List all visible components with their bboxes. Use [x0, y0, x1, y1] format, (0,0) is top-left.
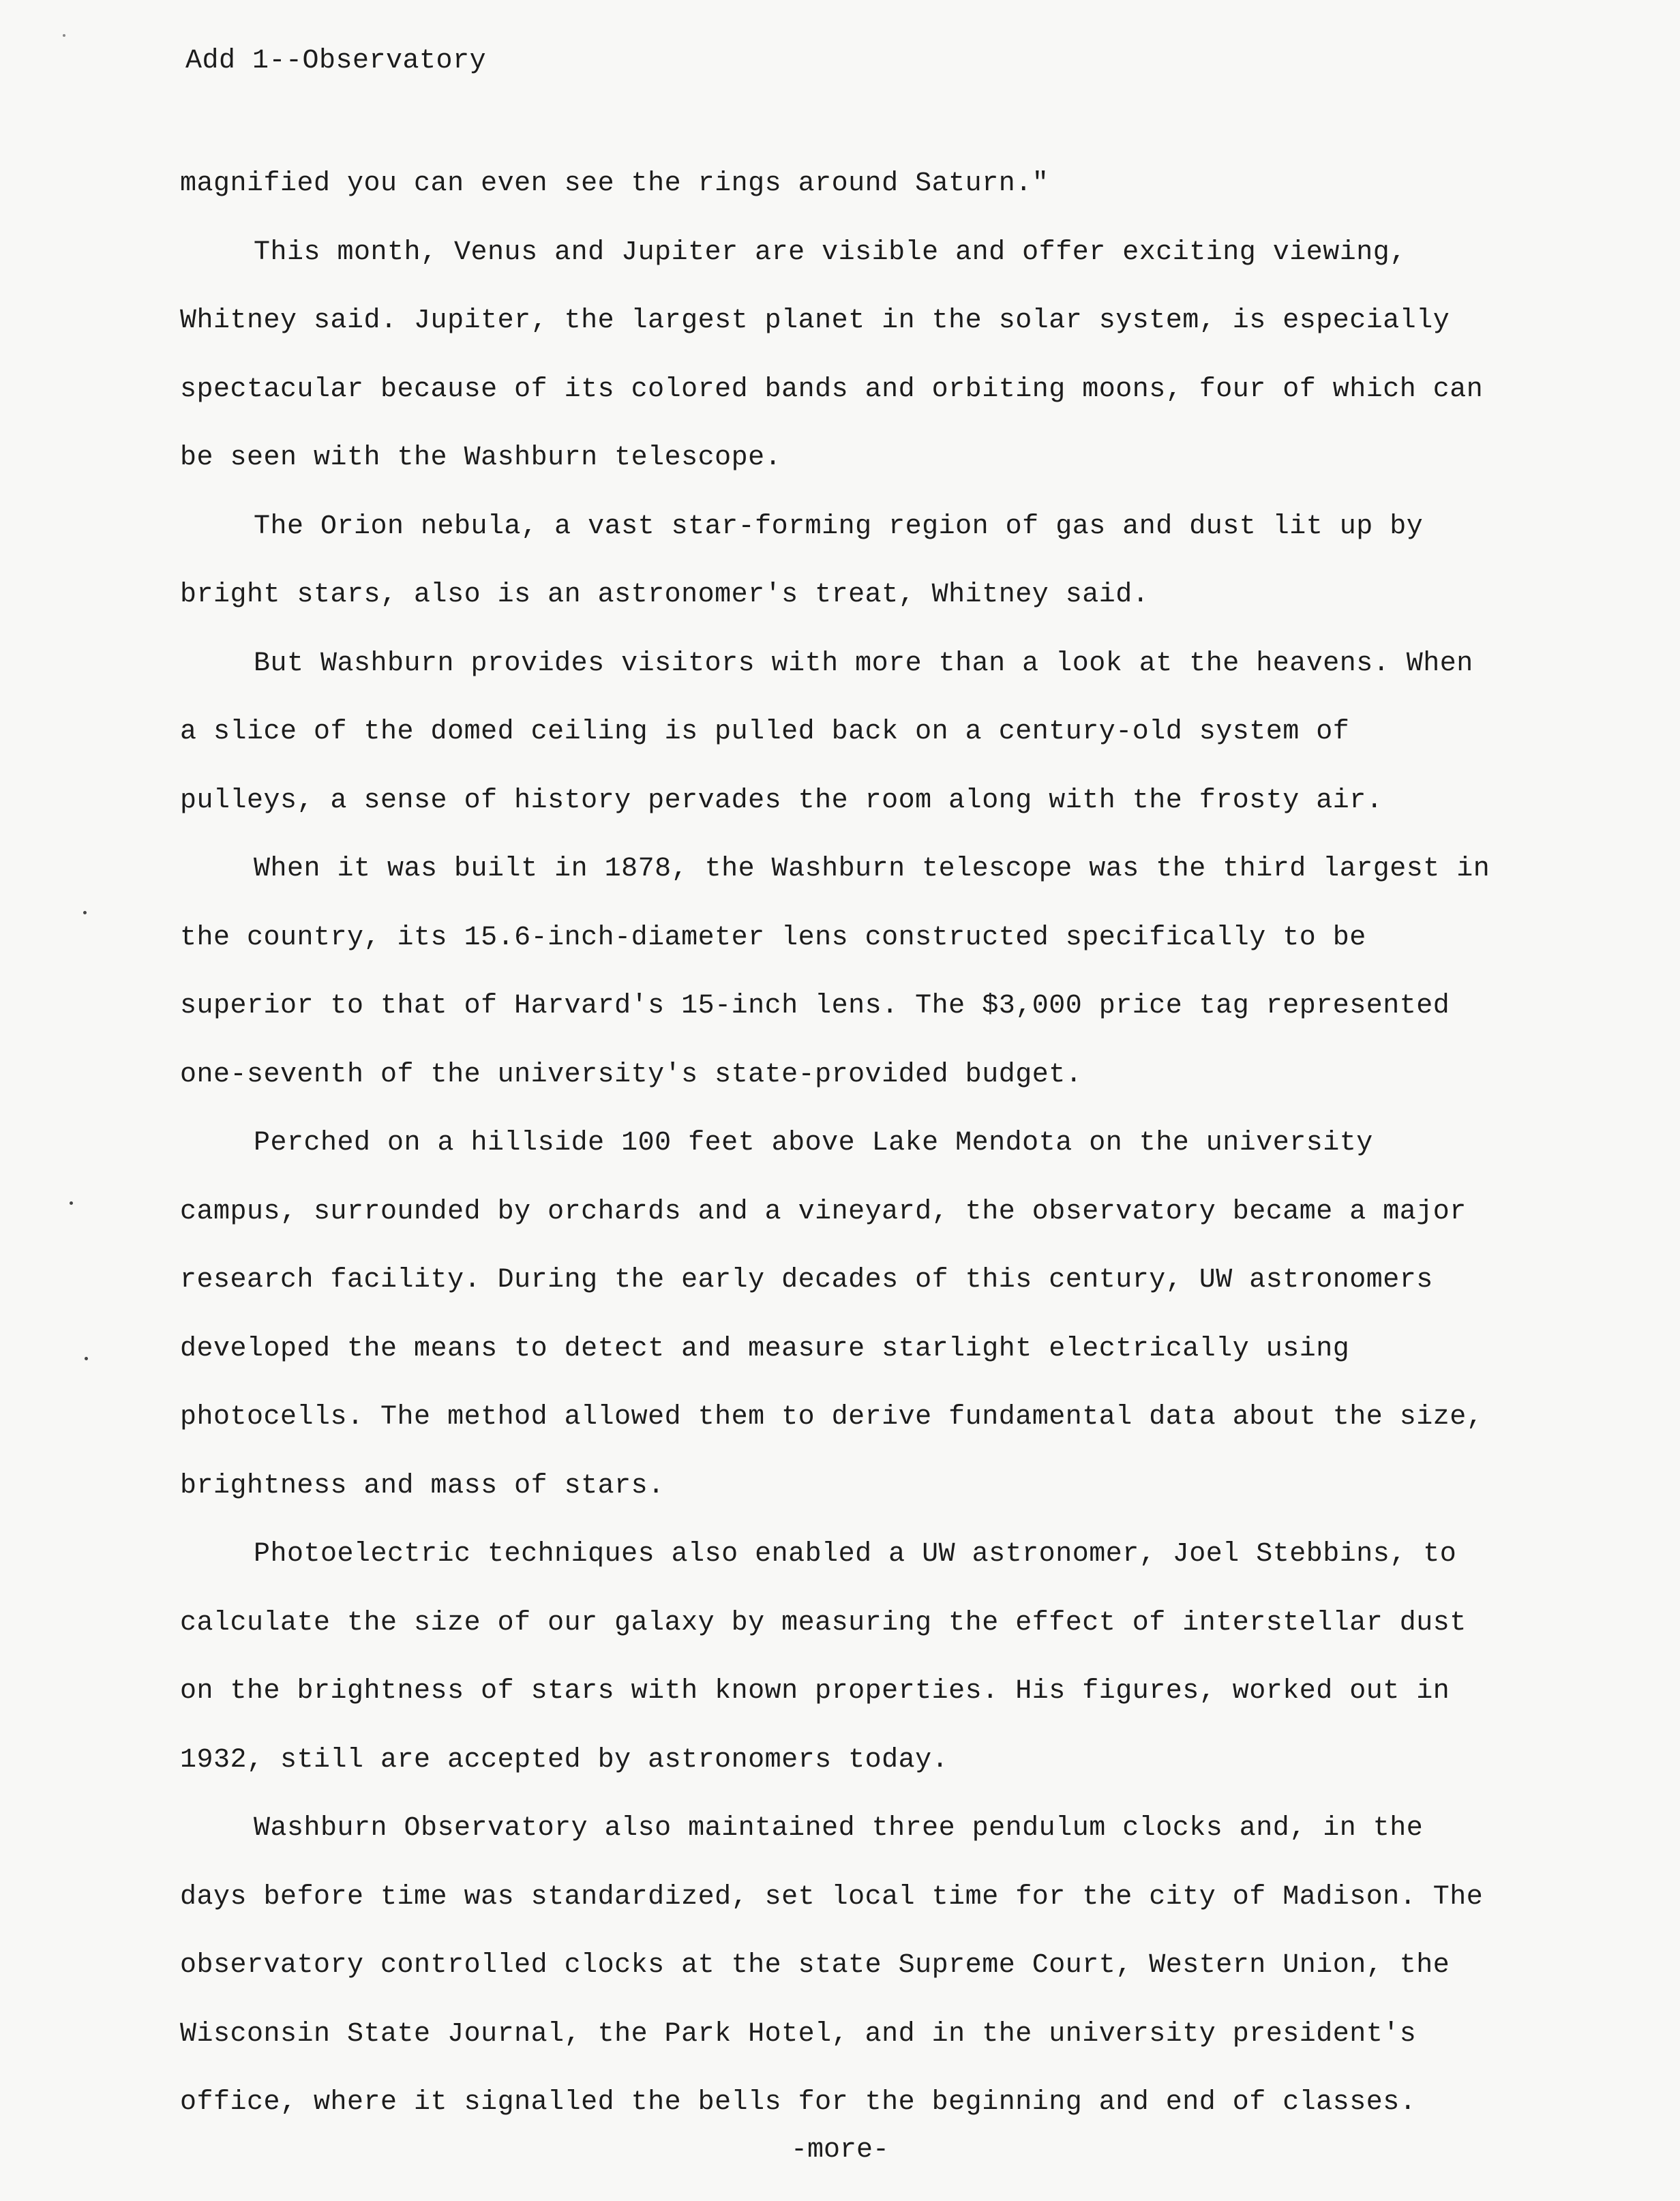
text-line: developed the means to detect and measure starlight electrically using	[180, 1333, 1350, 1364]
text-line: magnified you can even see the rings around Saturn."	[180, 168, 1049, 199]
text-line: pulleys, a sense of history pervades the room along with the frosty air.	[180, 785, 1383, 816]
text-line: research facility. During the early decades of this century, UW astronomers	[180, 1265, 1433, 1296]
more-marker: -more-	[790, 2135, 890, 2166]
text-line: photocells. The method allowed them to derive fundamental data about the size,	[180, 1402, 1484, 1433]
page-header-slug: Add 1--Observatory	[185, 46, 487, 76]
article-body	[180, 150, 1544, 2138]
text-line: campus, surrounded by orchards and a vineyard, the observatory became a major	[180, 1196, 1467, 1227]
paper-speck	[85, 1357, 88, 1360]
text-line: When it was built in 1878, the Washburn telescope was the third largest in	[254, 854, 1490, 884]
text-line: bright stars, also is an astronomer's treat, Whitney said.	[180, 580, 1150, 610]
text-line: observatory controlled clocks at the state Supreme Court, Western Union, the	[180, 1950, 1450, 1981]
text-line: Whitney said. Jupiter, the largest planet in the solar system, is especially	[180, 305, 1450, 336]
paper-speck	[63, 34, 65, 37]
text-line: This month, Venus and Jupiter are visible and offer exciting viewing,	[254, 237, 1407, 268]
text-line: The Orion nebula, a vast star-forming region of gas and dust lit up by	[254, 511, 1424, 542]
text-line: a slice of the domed ceiling is pulled back on a century-old system of	[180, 717, 1350, 747]
text-line: But Washburn provides visitors with more than a look at the heavens. When	[254, 648, 1473, 679]
text-line: calculate the size of our galaxy by measuring the effect of interstellar dust	[180, 1607, 1467, 1638]
text-line: Washburn Observatory also maintained three pendulum clocks and, in the	[254, 1813, 1424, 1844]
text-line: Wisconsin State Journal, the Park Hotel, and in the university president's	[180, 2018, 1417, 2050]
text-line: one-seventh of the university's state-provided budget.	[180, 1059, 1083, 1090]
text-line: be seen with the Washburn telescope.	[180, 443, 782, 473]
text-line: Perched on a hillside 100 feet above Lake Mendota on the university	[254, 1128, 1373, 1158]
text-line: office, where it signalled the bells for the beginning and end of classes.	[180, 2087, 1417, 2118]
text-line: the country, its 15.6-inch-diameter lens constructed specifically to be	[180, 922, 1366, 953]
paper-speck	[70, 1201, 73, 1205]
text-line: on the brightness of stars with known properties. His figures, worked out in	[180, 1676, 1450, 1707]
text-line: superior to that of Harvard's 15-inch lens. The $3,000 price tag represented	[180, 991, 1450, 1021]
text-line: days before time was standardized, set local time for the city of Madison. The	[180, 1881, 1484, 1913]
text-line: brightness and mass of stars.	[180, 1470, 665, 1501]
paper-speck	[83, 911, 87, 914]
text-line: 1932, still are accepted by astronomers today.	[180, 1744, 949, 1776]
text-line: spectacular because of its colored bands and orbiting moons, four of which can	[180, 374, 1484, 405]
text-line: Photoelectric techniques also enabled a UW astronomer, Joel Stebbins, to	[254, 1539, 1457, 1570]
